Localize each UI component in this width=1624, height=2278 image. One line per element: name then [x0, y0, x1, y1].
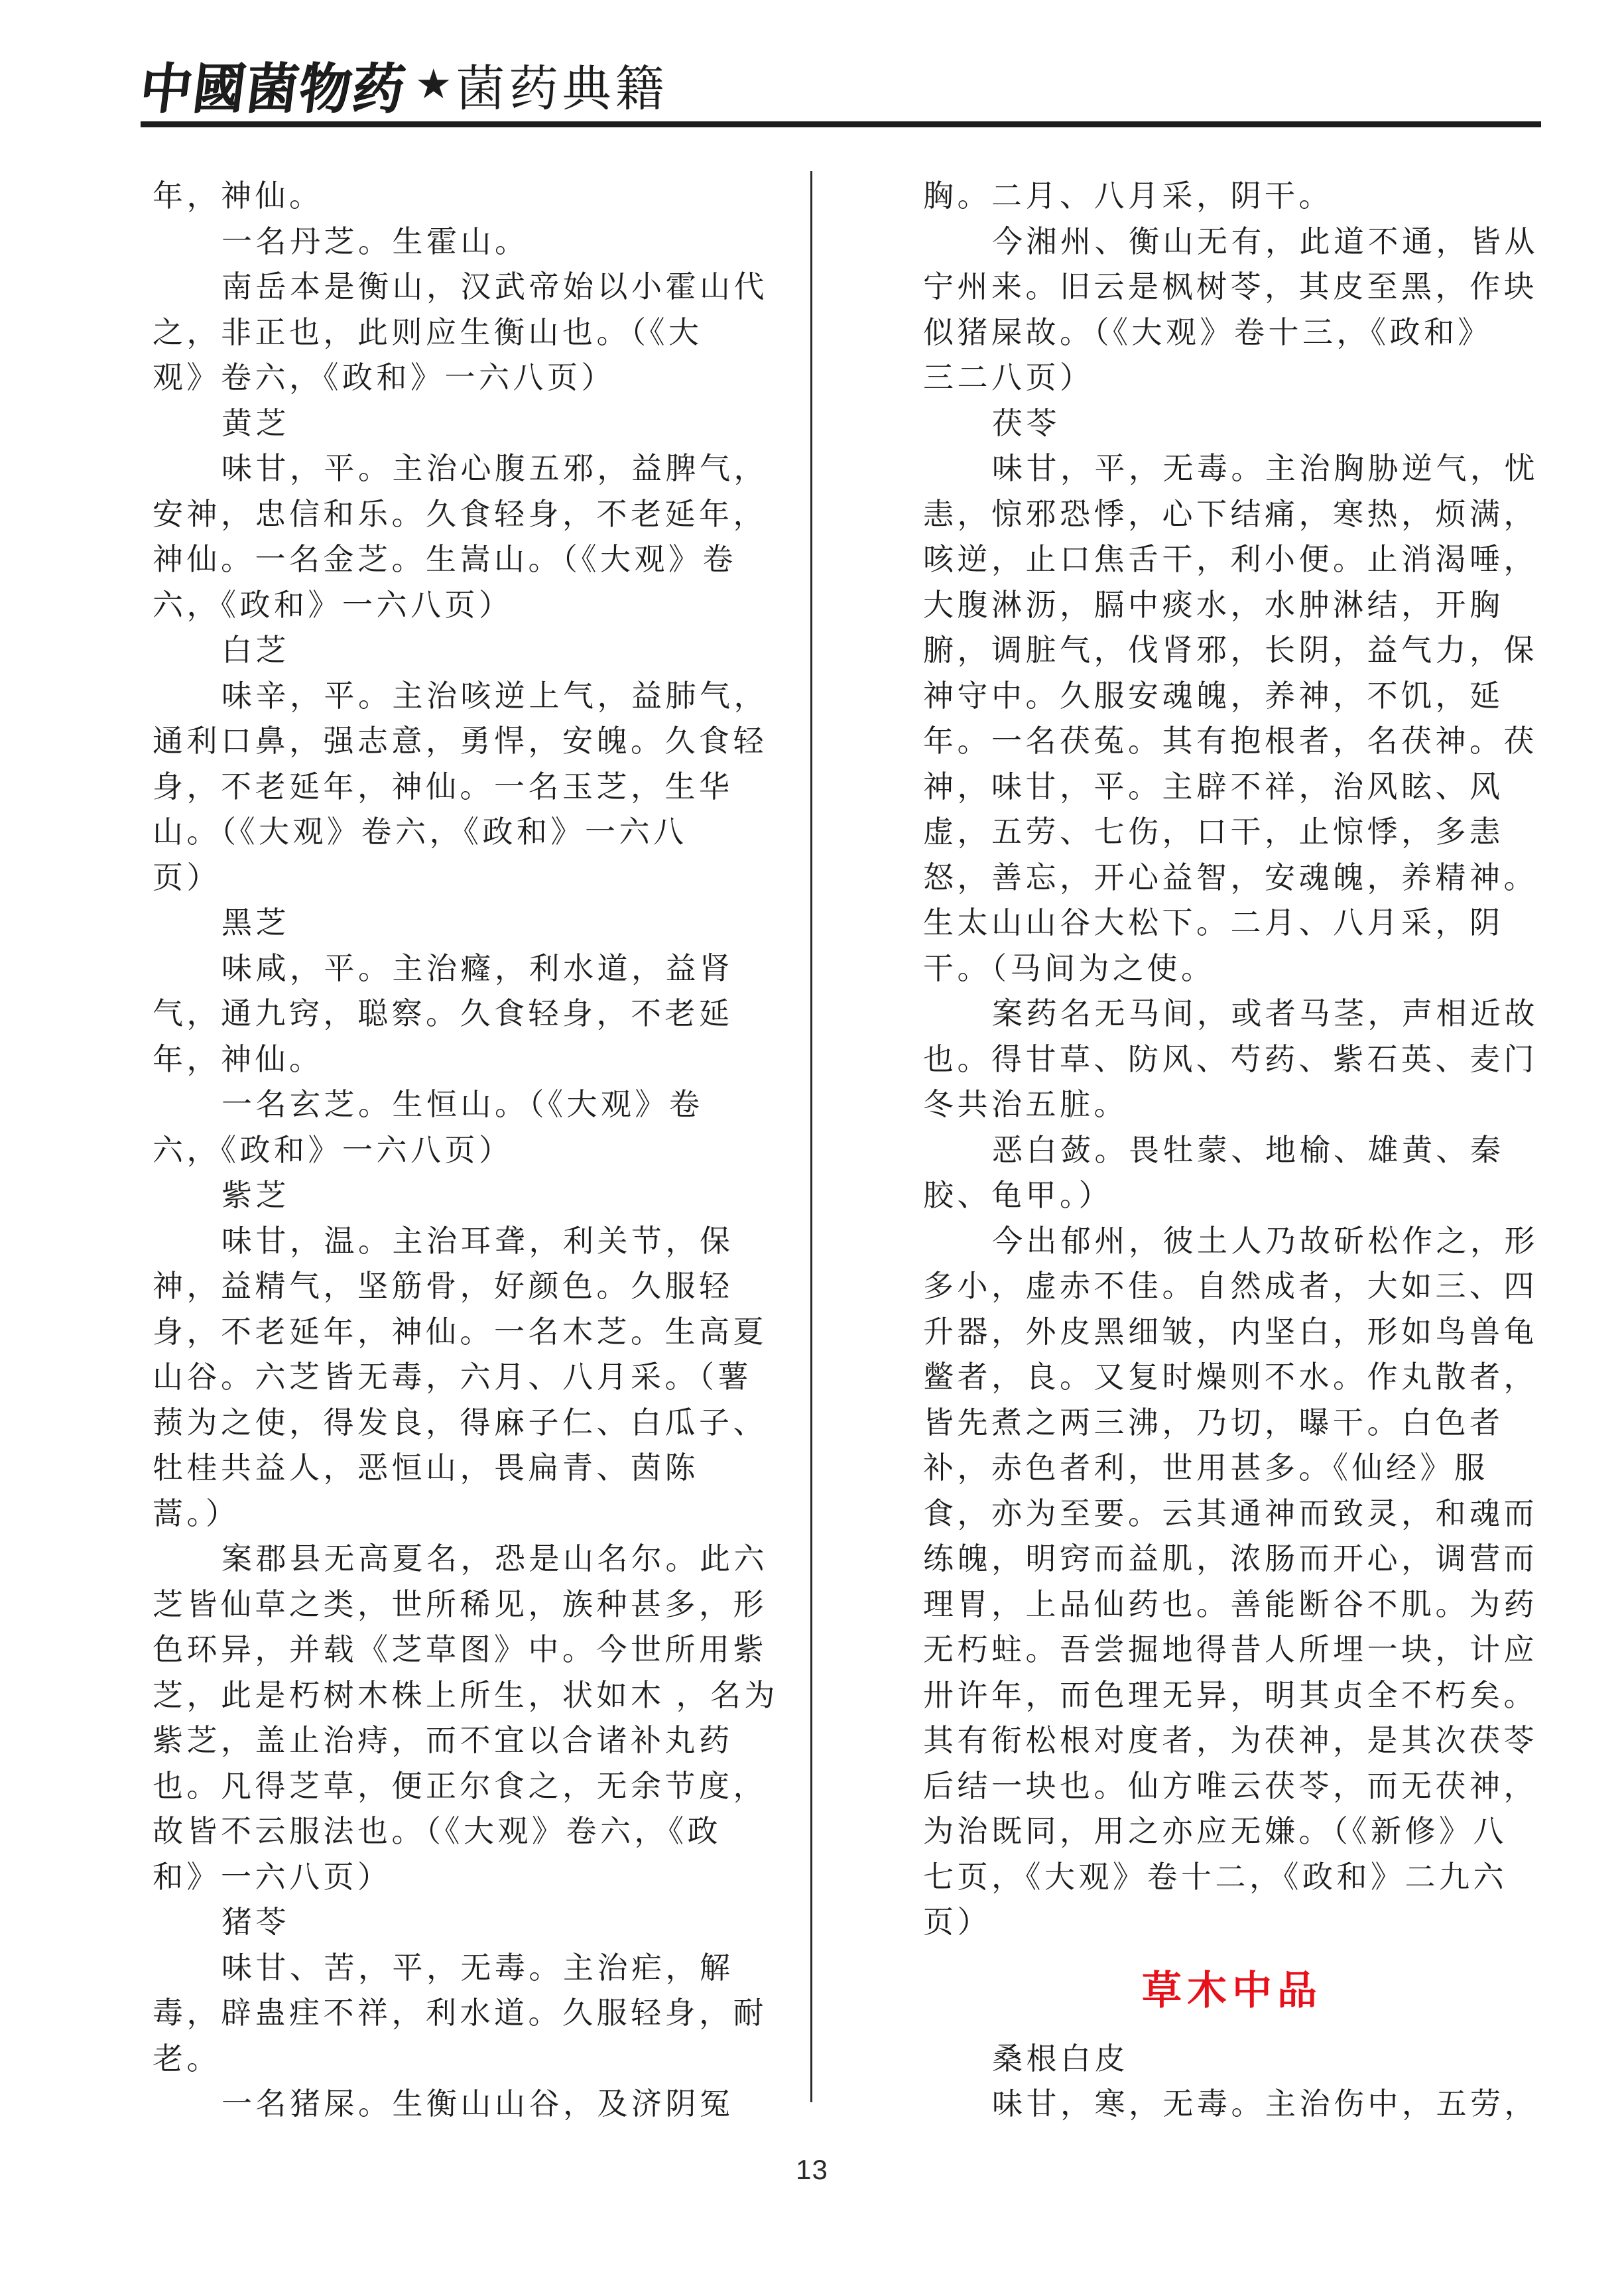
text-line: 毒，辟蛊疰不祥，利水道。久服轻身，耐: [153, 1996, 767, 2030]
text-line: 无朽蛀。吾尝掘地得昔人所埋一块，计应: [923, 1633, 1538, 1667]
text-line: 页）: [923, 1905, 991, 1939]
text-line: 今出郁州，彼土人乃故斫松作之，形: [992, 1224, 1538, 1258]
text-line: 鳖者，良。又复时燥则不水。作丸散者，: [923, 1360, 1538, 1394]
text-line: 味甘，寒，无毒。主治伤中，五劳，: [992, 2087, 1538, 2121]
text-line: 味辛，平。主治咳逆上气，益肺气，: [221, 678, 768, 713]
text-line: 猪苓: [221, 1905, 290, 1939]
text-line: 一名玄芝。生恒山。（《大观》卷: [221, 1088, 704, 1121]
text-line: 色环异，并载《芝草图》中。今世所用紫: [153, 1633, 767, 1667]
text-line: 也。得甘草、防风、芍药、紫石英、麦门: [923, 1042, 1538, 1076]
text-line: 山谷。六芝皆无毒，六月、八月采。（薯: [153, 1360, 752, 1394]
text-line: 白芝: [221, 633, 290, 667]
text-line: 皆先煮之两三沸，乃切，曝干。白色者: [923, 1405, 1504, 1440]
text-line: 一名丹芝。生霍山。: [221, 224, 529, 259]
text-line: 味甘、苦，平，无毒。主治疟，解: [221, 1950, 734, 1985]
text-line: 胶、龟甲。）: [923, 1178, 1113, 1212]
text-line: 冬共治五脏。: [923, 1088, 1128, 1121]
page-header: [136, 52, 668, 121]
text-line: 蓣为之使，得发良，得麻子仁、白瓜子、: [153, 1405, 767, 1440]
text-line: 蒿。）: [153, 1496, 240, 1531]
section-heading: 草木中品: [1142, 1968, 1322, 2013]
text-line: 味甘，温。主治耳聋，利关节，保: [221, 1224, 734, 1258]
text-line: 身，不老延年，神仙。一名玉芝，生华: [153, 769, 733, 804]
right-column: [923, 174, 1541, 2127]
text-line: 一名猪屎。生衡山山谷，及济阴冤: [221, 2087, 734, 2121]
logo-brush-text: 中國菌物药: [136, 58, 410, 121]
text-line: 黑芝: [221, 906, 290, 940]
text-line: 老。: [153, 2041, 221, 2076]
text-line: 和》一六八页）: [153, 1860, 392, 1894]
text-line: 升器，外皮黑细皱，内坚白，形如鸟兽龟: [923, 1314, 1538, 1349]
text-line: 紫芝，盖止治痔，而不宜以合诸补丸药: [153, 1724, 733, 1757]
text-line: 牡桂共益人，恶恒山，畏扁青、茵陈: [153, 1451, 699, 1485]
text-line: 练魄，明窍而益肌，浓肠而开心，调营而: [923, 1542, 1538, 1576]
text-line: 黄芝: [221, 406, 290, 440]
text-line: 卅许年，而色理无异，明其贞全不朽矣。: [923, 1678, 1538, 1712]
text-line: 理胃，上品仙药也。善能断谷不肌。为药: [923, 1587, 1538, 1621]
star-icon: ★: [415, 62, 452, 107]
text-line: 通利口鼻，强志意，勇悍，安魄。久食轻: [153, 724, 767, 758]
text-line: 味甘，平，无毒。主治胸胁逆气，忧: [992, 452, 1538, 485]
text-line: 三二八页）: [923, 361, 1094, 395]
text-line: 似猪屎故。（《大观》卷十三，《政和》: [923, 315, 1492, 349]
text-line: 年，神仙。: [153, 1042, 324, 1076]
text-line: 今湘州、衡山无有，此道不通，皆从: [992, 224, 1538, 259]
text-line: 多小，虚赤不佳。自然成者，大如三、四: [923, 1269, 1538, 1303]
text-line: 神，味甘，平。主辟不祥，治风眩、风: [923, 769, 1504, 804]
text-line: 大腹淋沥，膈中痰水，水肿淋结，开胸: [923, 588, 1504, 622]
header-rule: [141, 121, 1541, 127]
text-line: 紫芝: [221, 1178, 290, 1212]
text-line: 安神，忠信和乐。久食轻身，不老延年，: [153, 497, 767, 531]
text-line: 六，《政和》一六八页）: [153, 1133, 513, 1167]
text-line: 神仙。一名金芝。生嵩山。（《大观》卷: [153, 542, 737, 576]
text-line: 味甘，平。主治心腹五邪，益脾气，: [221, 452, 768, 485]
text-line: 芝，此是朽树木株上所生，状如木 ，名为: [153, 1678, 779, 1712]
text-line: 也。凡得芝草，便正尔食之，无余节度，: [153, 1769, 767, 1803]
text-line: 案药名无马间，或者马茎，声相近故: [992, 997, 1538, 1031]
text-line: 后结一块也。仙方唯云茯苓，而无茯神，: [923, 1769, 1538, 1803]
text-line: 之，非正也，此则应生衡山也。（《大: [153, 315, 703, 349]
text-line: 恚，惊邪恐悸，心下结痛，寒热，烦满，: [923, 497, 1538, 531]
text-line: 气，通九窍，聪察。久食轻身，不老延: [153, 997, 733, 1031]
text-line: 七页，《大观》卷十二，《政和》二九六: [923, 1860, 1507, 1894]
text-line: 年。一名茯菟。其有抱根者，名茯神。茯: [923, 724, 1538, 758]
text-line: 年，神仙。: [153, 179, 324, 213]
text-line: 芝皆仙草之类，世所稀见，族种甚多，形: [153, 1587, 767, 1621]
text-line: 观》卷六，《政和》一六八页）: [153, 361, 615, 395]
text-line: 宁州来。旧云是枫树苓，其皮至黑，作块: [923, 270, 1538, 304]
text-line: 补，赤色者利，世用甚多。《仙经》服: [923, 1451, 1489, 1485]
left-column: [153, 174, 779, 2127]
text-line: 茯苓: [992, 406, 1060, 440]
text-line: 身，不老延年，神仙。一名木芝。生高夏: [153, 1314, 767, 1349]
page-number: 13: [796, 2154, 828, 2185]
text-line: 食，亦为至要。云其通神而致灵，和魂而: [923, 1496, 1538, 1531]
text-line: 故皆不云服法也。（《大观》卷六，《政: [153, 1814, 721, 1848]
text-line: 神，益精气，坚筋骨，好颜色。久服轻: [153, 1269, 733, 1303]
text-line: 为治既同，用之亦应无嫌。（《新修》八: [923, 1814, 1507, 1848]
logo-series-title: 菌药典籍: [456, 62, 668, 117]
text-line: 恶白蔹。畏牡蒙、地榆、雄黄、秦: [992, 1133, 1505, 1167]
text-line: 神守中。久服安魂魄，养神，不饥，延: [923, 678, 1504, 713]
text-line: 腑，调脏气，伐肾邪，长阴，益气力，保: [923, 633, 1538, 667]
text-line: 虚，五劳、七伤，口干，止惊悸，多恚: [923, 815, 1504, 849]
text-line: 六，《政和》一六八页）: [153, 588, 513, 622]
text-line: 案郡县无高夏名，恐是山名尔。此六: [221, 1542, 768, 1576]
text-line: 干。（马间为之使。: [923, 951, 1216, 985]
text-line: 生太山山谷大松下。二月、八月采，阴: [923, 906, 1504, 940]
text-line: 页）: [153, 860, 221, 895]
text-line: 怒，善忘，开心益智，安魂魄，养精神。: [923, 860, 1538, 895]
text-line: 味咸，平。主治癃，利水道，益肾: [221, 951, 734, 985]
text-line: 山。（《大观》卷六，《政和》一六八: [153, 815, 688, 849]
text-line: 桑根白皮: [992, 2041, 1129, 2076]
text-line: 胸。二月、八月采，阴干。: [923, 179, 1333, 213]
column-divider: [810, 171, 812, 2102]
text-line: 其有衔松根对度者，为茯神，是其次茯苓: [923, 1724, 1538, 1757]
text-line: 咳逆，止口焦舌干，利小便。止消渴唾，: [923, 542, 1538, 576]
text-line: 南岳本是衡山，汉武帝始以小霍山代: [221, 270, 768, 304]
